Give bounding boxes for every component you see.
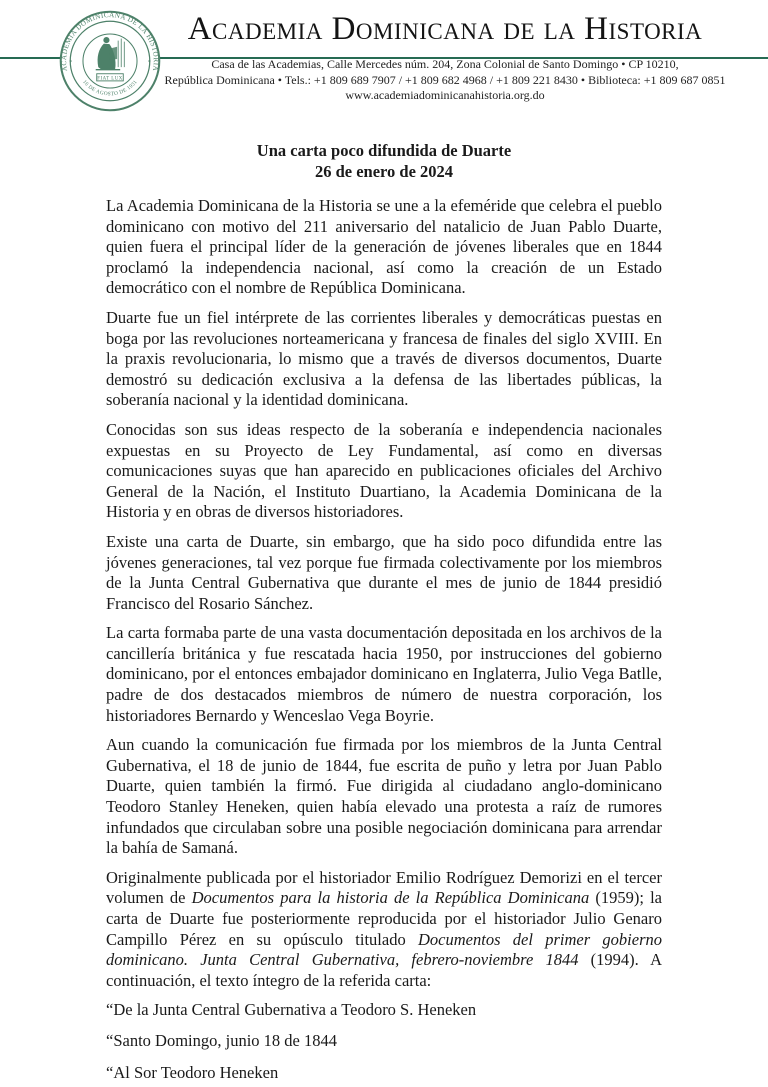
- letter-line: “De la Junta Central Gubernativa a Teodoro S. Heneken: [106, 1000, 477, 1020]
- article-date: 26 de enero de 2024: [314, 161, 454, 181]
- letter-opening: [106, 1000, 662, 1083]
- article: [0, 141, 768, 1083]
- letterhead: [0, 0, 768, 118]
- seal-star-right: *: [147, 60, 151, 67]
- letter-line: “Santo Domingo, junio 18 de 1844: [106, 1031, 337, 1051]
- org-name: Academia Dominicana de la Historia: [187, 11, 703, 47]
- website-url: www.academiadominicanahistoria.org.do: [345, 88, 545, 102]
- seal-ring-text-top: ACADEMIA DOMINICANA DE LA HISTORIA: [60, 11, 160, 72]
- org-seal-icon: [59, 10, 161, 112]
- paragraph: Originalmente publicada por el historiador Emilio Rodríguez Demorizi en el tercer volumen de Documentos para la historia de la República Dominicana (1959); la carta de Duarte fue posteriormente reproducida por el historiador Julio Genaro Campillo Pérez en su opúsculo titulado Documentos del primer gobierno dominicano. Junta Central Gubernativa, febrero-noviembre 1844 (1994). A continuación, el texto íntegro de la referida carta:: [106, 867, 662, 990]
- letterhead-text: [158, 0, 732, 104]
- paragraph: Conocidas son sus ideas respecto de la soberanía e independencia nacionales expuestas en su Proyecto de Ley Fundamental, así como en diversas comunicaciones suyas que han aparecido en publicaciones oficiales del Archivo General de la Nación, el Instituto Duartiano, la Academia Dominicana de la Historia y en obras de diversos historiadores.: [106, 419, 662, 522]
- article-body: [106, 196, 662, 991]
- paragraph: Aun cuando la comunicación fue firmada por los miembros de la Junta Central Gubernativa, el 18 de junio de 1844, fue escrita de puño y letra por Juan Pablo Duarte, quien también la firmó. Fue dirigida al ciudadano anglo-dominicano Teodoro Stanley Heneken, quien había elevado una protesta a raíz de rumores infundados que circulaban sobre una posible negociación dominicana para arrendar la bahía de Samaná.: [106, 735, 662, 858]
- seal-motto: FIAT LUX: [97, 76, 123, 82]
- seal-graphic: [59, 10, 161, 112]
- letter-line: “Al Sor Teodoro Heneken: [106, 1062, 279, 1082]
- paragraph: La carta formaba parte de una vasta documentación depositada en los archivos de la cancillería británica y fue rescatada hacia 1950, por instrucciones del gobierno dominicano, por el entonces embajador dominicano en Inglaterra, Julio Vega Batlle, padre de dos destacados miembros de número de nuestra corporación, los historiadores Bernardo y Wenceslao Vega Boyrie.: [106, 623, 662, 725]
- paragraph: La Academia Dominicana de la Historia se une a la efeméride que celebra el pueblo dominicano con motivo del 211 aniversario del natalicio de Juan Pablo Duarte, quien fuera el principal líder de la generación de jóvenes liberales que en 1844 proclamó la independencia nacional, así como la creación de un Estado democrático con el nombre de República Dominicana.: [106, 196, 662, 298]
- address-line-2: República Dominicana • Tels.: +1 809 689 7907 / +1 809 682 4968 / +1 809 221 8430 • Biblioteca: +1 809 687 0851: [164, 72, 726, 87]
- seal-star-left: *: [69, 60, 73, 67]
- address-line-1: Casa de las Academias, Calle Mercedes núm. 204, Zona Colonial de Santo Domingo • CP 10210,: [211, 57, 679, 71]
- paragraph: Existe una carta de Duarte, sin embargo, que ha sido poco difundida entre las jóvenes generaciones, tal vez porque fue firmada colectivamente por los miembros de la Junta Central Gubernativa que durante el mes de junio de 1844 presidió Francisco del Rosario Sánchez.: [106, 531, 662, 613]
- seal-ring-text-bottom: 16 DE AGOSTO DE 1931: [81, 79, 139, 98]
- paragraph: Duarte fue un fiel intérprete de las corrientes liberales y democráticas puestas en boga por las revoluciones norteamericana y francesa de finales del siglo XVIII. En la praxis revolucionaria, lo mismo que a través de diversos documentos, Duarte demostró su dedicación exclusiva a la defensa de las libertades públicas, la soberanía nacional y la identidad dominicana.: [106, 307, 662, 410]
- article-title: Una carta poco difundida de Duarte: [256, 141, 512, 160]
